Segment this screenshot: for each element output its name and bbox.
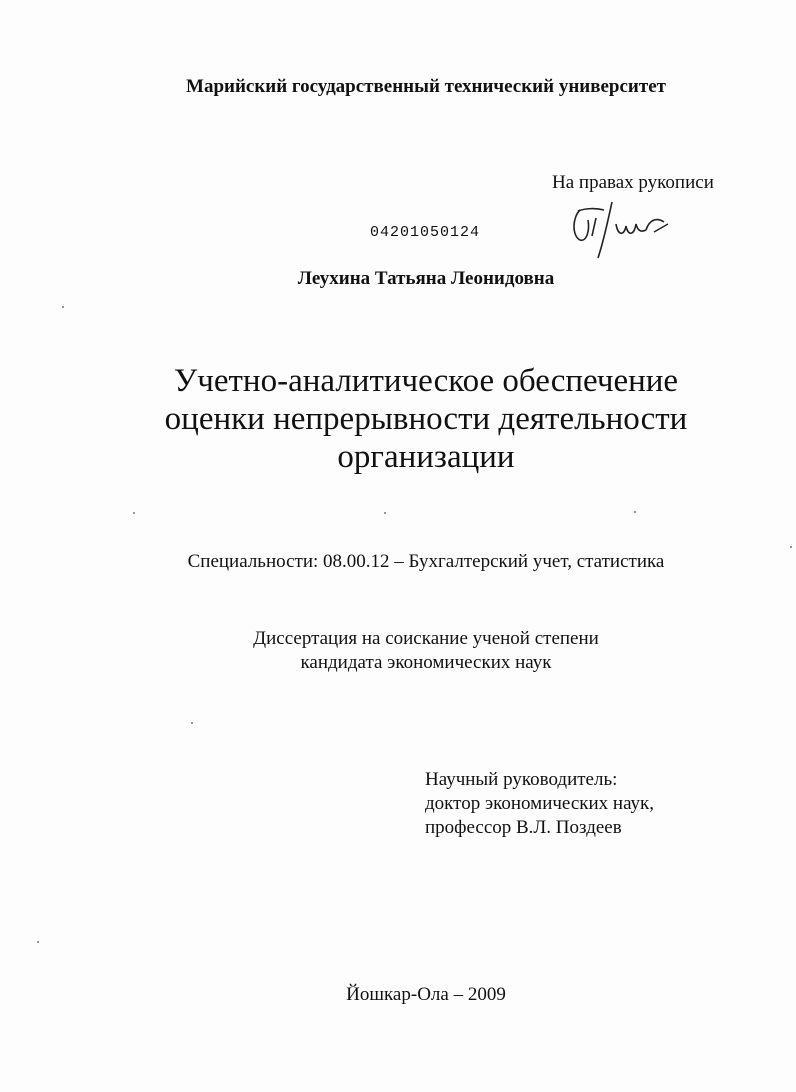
supervisor-line: профессор В.Л. Поздеев [425, 817, 622, 838]
scan-speck [62, 306, 64, 308]
degree-line: кандидата экономических наук [300, 652, 552, 673]
title-line: Учетно-аналитическое обеспечение [173, 363, 679, 399]
registration-code: 04201050124 [370, 224, 481, 241]
scan-speck [37, 941, 39, 943]
title-line: оценки непрерывности деятельности [164, 401, 688, 437]
scan-speck [133, 512, 135, 514]
city-year: Йошкар-Ола – 2009 [346, 984, 506, 1005]
specialty: Специальности: 08.00.12 – Бухгалтерский учет, статистика [187, 551, 665, 572]
scan-speck [634, 511, 636, 513]
degree-line: Диссертация на соискание ученой степени [253, 628, 599, 649]
manuscript-rights-note: На правах рукописи [552, 172, 714, 193]
scan-speck [191, 722, 193, 724]
degree-statement [0, 627, 796, 675]
scan-speck [790, 546, 792, 548]
supervisor-line: доктор экономических наук, [425, 793, 655, 814]
university-name: Марийский государственный технический университет [186, 76, 666, 97]
scientific-supervisor [425, 768, 654, 840]
handwritten-signature [566, 196, 676, 262]
author-name: Леухина Татьяна Леонидовна [297, 268, 555, 289]
supervisor-line: Научный руководитель: [425, 769, 618, 790]
title-line: организации [337, 439, 515, 475]
scan-speck [384, 512, 386, 514]
dissertation-title [0, 362, 796, 476]
